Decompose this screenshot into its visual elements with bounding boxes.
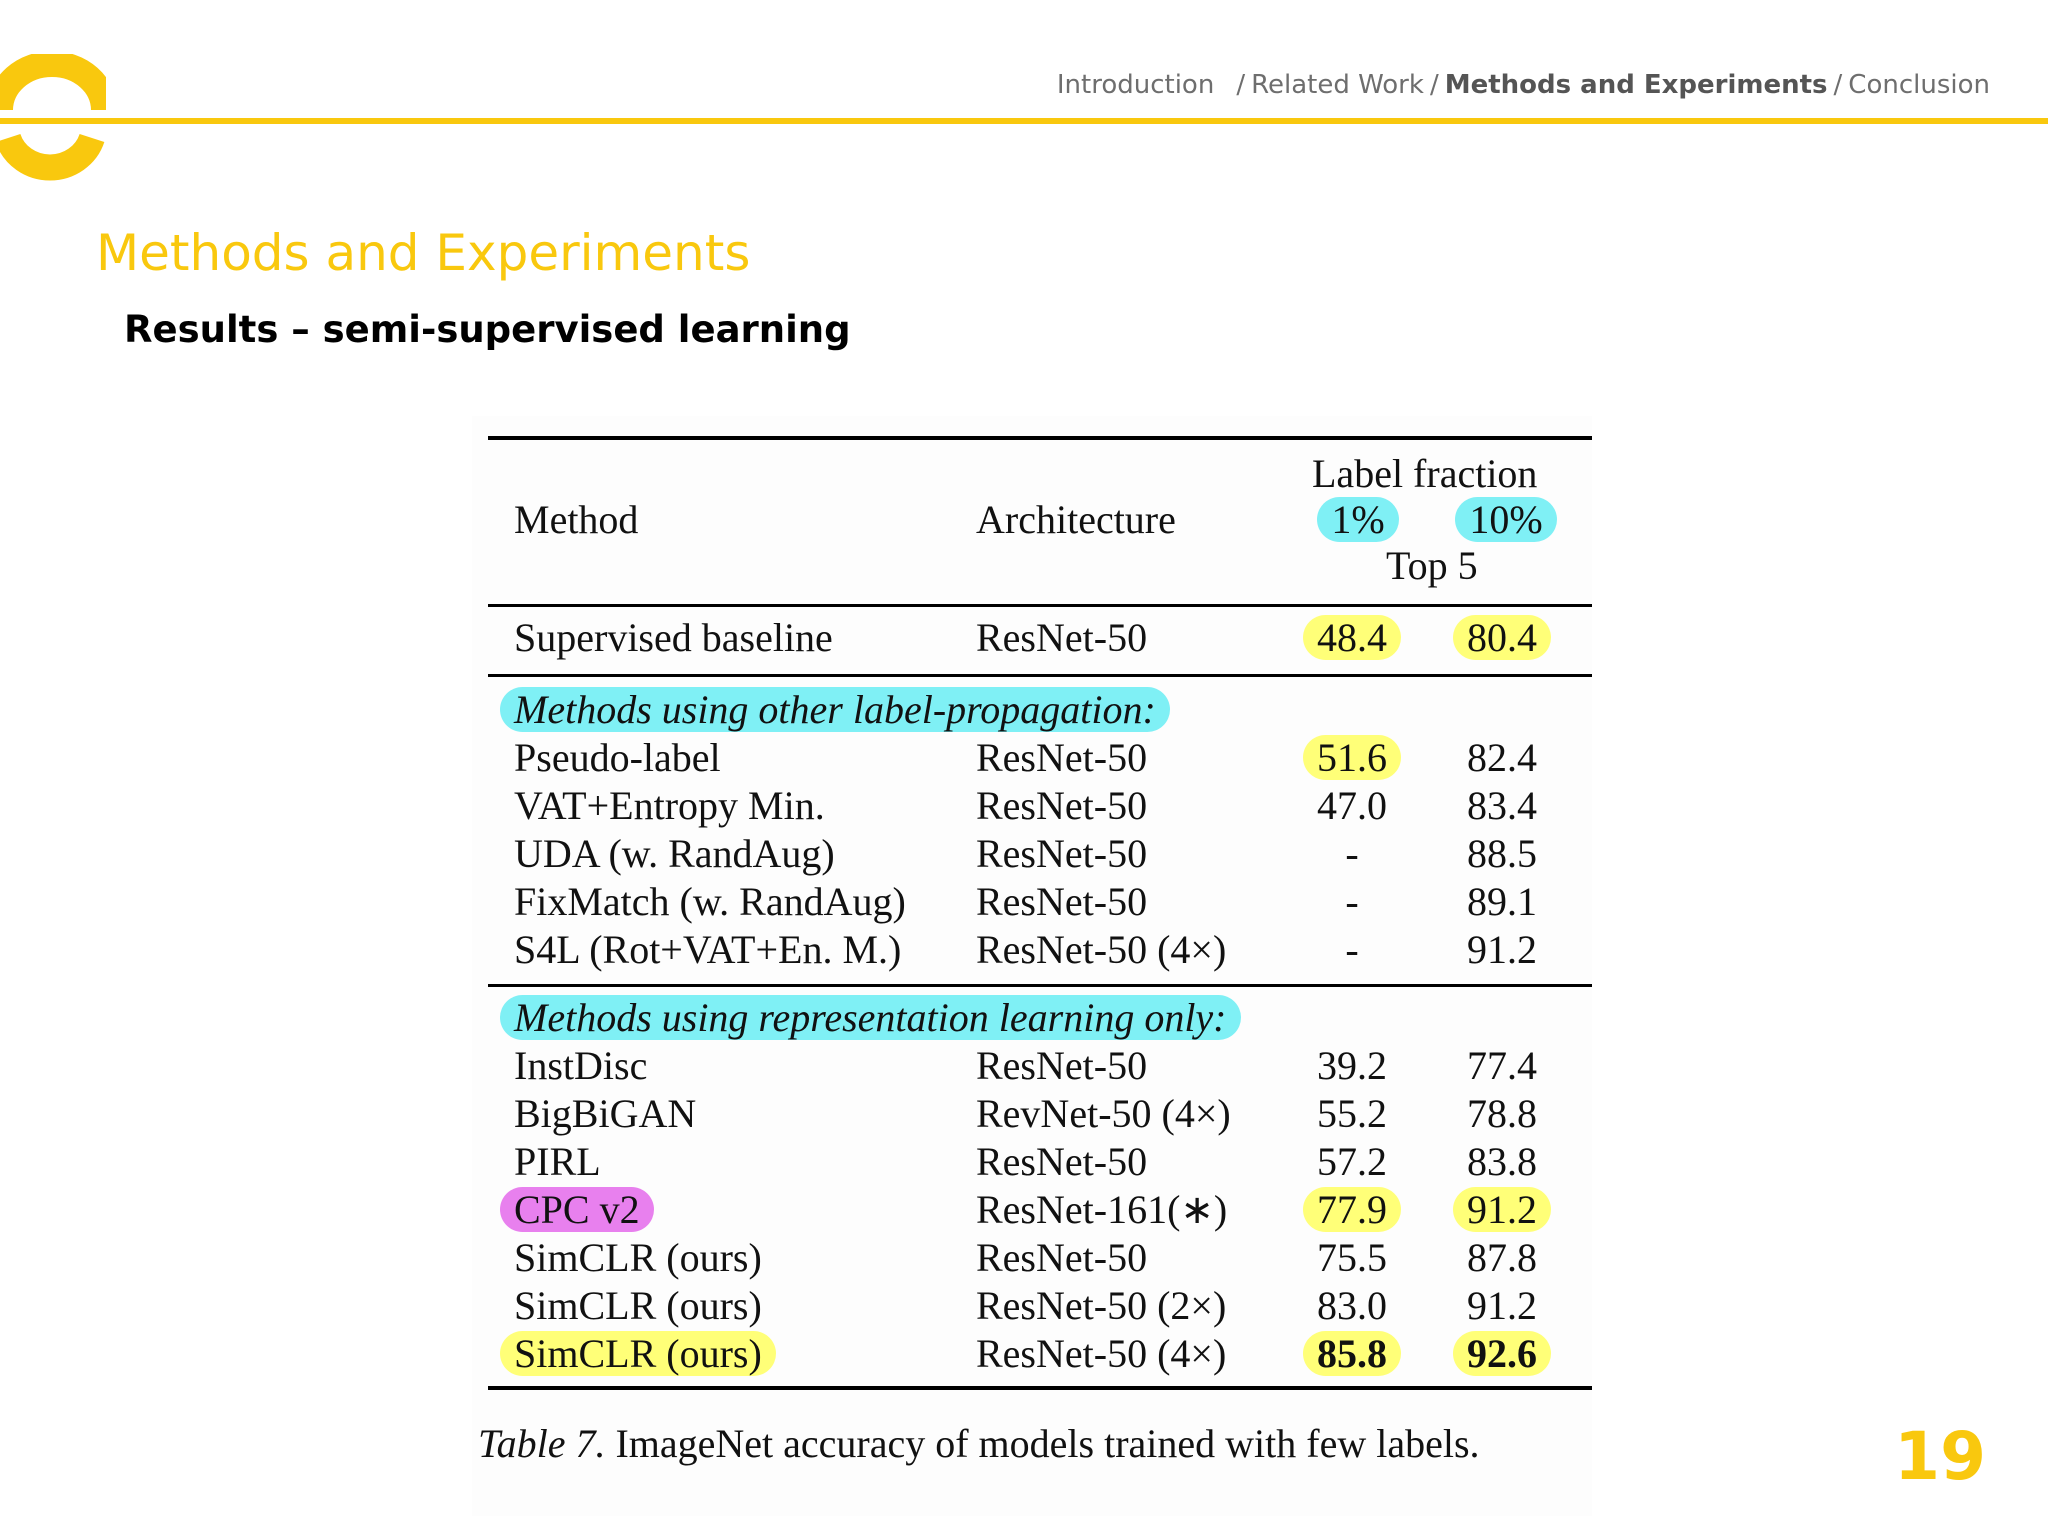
table-figure	[472, 416, 1592, 1516]
s1-row4-method: FixMatch (w. RandAug)	[514, 879, 906, 924]
s2-row6-arch: ResNet-50 (2×)	[976, 1283, 1227, 1328]
s2-row5-method: SimCLR (ours)	[514, 1235, 762, 1280]
s1-row2-1pct: 47.0	[1317, 783, 1387, 828]
s1-row3-10pct: 88.5	[1467, 831, 1537, 876]
s1-row2-arch: ResNet-50	[976, 783, 1148, 828]
breadcrumb-item-introduction[interactable]: Introduction	[1056, 70, 1215, 100]
header-1pct-label: 1%	[1317, 497, 1398, 542]
header-10pct	[1450, 496, 1562, 544]
table-section2-rule	[488, 984, 1592, 987]
s2-row7-1pct: 85.8	[1292, 1330, 1412, 1378]
slide-subtitle: Results – semi-supervised learning	[124, 308, 851, 351]
baseline-1pct	[1292, 614, 1412, 662]
s2-row2-1pct: 55.2	[1317, 1091, 1387, 1136]
s2-row7-10pct: 92.6	[1442, 1330, 1562, 1378]
s2-row3-method: PIRL	[514, 1139, 601, 1184]
s1-row4-arch: ResNet-50	[976, 879, 1148, 924]
s2-row1-10pct: 77.4	[1467, 1043, 1537, 1088]
s2-row2-arch: RevNet-50 (4×)	[976, 1091, 1231, 1136]
section1-title: Methods using other label-propagation:	[514, 686, 1170, 734]
baseline-method: Supervised baseline	[514, 615, 833, 660]
baseline-arch: ResNet-50	[976, 615, 1148, 660]
s2-row1-1pct: 39.2	[1317, 1043, 1387, 1088]
s2-row1-arch: ResNet-50	[976, 1043, 1148, 1088]
table-caption	[478, 1420, 1480, 1467]
section2-title: Methods using representation learning only:	[514, 994, 1241, 1042]
s2-row4-method: CPC v2	[514, 1186, 654, 1234]
s1-row3-1pct: -	[1345, 831, 1359, 876]
breadcrumb-item-conclusion[interactable]: Conclusion	[1848, 70, 1990, 100]
header-label-fraction: Label fraction	[1312, 451, 1538, 496]
s2-row4-1pct: 77.9	[1292, 1186, 1412, 1234]
breadcrumb-item-methods[interactable]: Methods and Experiments	[1444, 70, 1828, 100]
s2-row6-10pct: 91.2	[1467, 1283, 1537, 1328]
s1-row2-method: VAT+Entropy Min.	[514, 783, 825, 828]
s2-row4-10pct: 91.2	[1442, 1186, 1562, 1234]
s1-row5-1pct: -	[1345, 927, 1359, 972]
s2-row5-1pct: 75.5	[1317, 1235, 1387, 1280]
s1-row5-method: S4L (Rot+VAT+En. M.)	[514, 927, 902, 972]
breadcrumb-item-related-work[interactable]: Related Work	[1251, 70, 1424, 100]
s1-row4-10pct: 89.1	[1467, 879, 1537, 924]
caption-text: ImageNet accuracy of models trained with few labels.	[605, 1421, 1480, 1466]
header-architecture: Architecture	[976, 497, 1176, 542]
slide-title: Methods and Experiments	[96, 224, 751, 282]
s2-row6-method: SimCLR (ours)	[514, 1283, 762, 1328]
s1-row1-method: Pseudo-label	[514, 735, 721, 780]
header-10pct-label: 10%	[1455, 497, 1556, 542]
baseline-10pct-value: 80.4	[1453, 615, 1551, 660]
table-header-rule	[488, 604, 1592, 607]
caption-label: Table 7.	[478, 1421, 606, 1466]
s2-row7-arch: ResNet-50 (4×)	[976, 1331, 1227, 1376]
s2-row3-arch: ResNet-50	[976, 1139, 1148, 1184]
table-bottom-rule	[488, 1386, 1592, 1390]
table-section1-rule	[488, 674, 1592, 677]
s2-row6-1pct: 83.0	[1317, 1283, 1387, 1328]
s2-row3-1pct: 57.2	[1317, 1139, 1387, 1184]
header-rule	[0, 118, 2048, 124]
baseline-1pct-value: 48.4	[1303, 615, 1401, 660]
s1-row5-arch: ResNet-50 (4×)	[976, 927, 1227, 972]
s2-row7-method: SimCLR (ours)	[514, 1330, 776, 1378]
s1-row2-10pct: 83.4	[1467, 783, 1537, 828]
s2-row4-arch: ResNet-161(∗)	[976, 1187, 1228, 1232]
s1-row3-arch: ResNet-50	[976, 831, 1148, 876]
table-top-rule	[488, 436, 1592, 440]
s1-row3-method: UDA (w. RandAug)	[514, 831, 835, 876]
header-top5: Top 5	[1386, 543, 1478, 588]
breadcrumb: Introduction / Related Work / Methods and Experiments / Conclusion	[1056, 70, 1990, 100]
s2-row5-arch: ResNet-50	[976, 1235, 1148, 1280]
s2-row2-10pct: 78.8	[1467, 1091, 1537, 1136]
header-1pct	[1310, 496, 1406, 544]
s2-row1-method: InstDisc	[514, 1043, 648, 1088]
page-number: 19	[1894, 1418, 1986, 1495]
s2-row5-10pct: 87.8	[1467, 1235, 1537, 1280]
s1-row1-arch: ResNet-50	[976, 735, 1148, 780]
header-method: Method	[514, 497, 639, 542]
s2-row3-10pct: 83.8	[1467, 1139, 1537, 1184]
s1-row4-1pct: -	[1345, 879, 1359, 924]
s2-row2-method: BigBiGAN	[514, 1091, 697, 1136]
s1-row5-10pct: 91.2	[1467, 927, 1537, 972]
s1-row1-1pct: 51.6	[1292, 734, 1412, 782]
baseline-10pct	[1442, 614, 1562, 662]
s1-row1-10pct: 82.4	[1467, 735, 1537, 780]
